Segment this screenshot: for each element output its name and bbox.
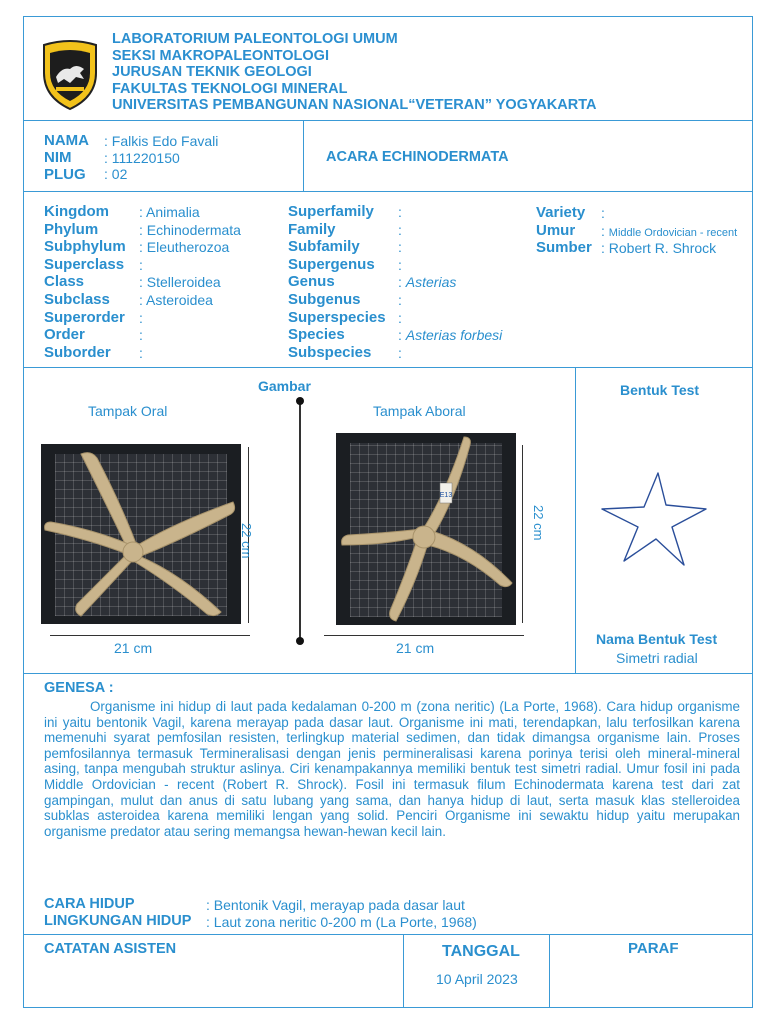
lab-shield-logo-icon [40, 39, 100, 111]
taxonomy-value-row: : Robert R. Shrock [601, 240, 717, 257]
header-line: JURUSAN TEKNIK GEOLOGI [112, 64, 312, 80]
nama-label: NAMA [44, 132, 89, 149]
taxonomy-value: Stelleroidea [146, 274, 221, 291]
lingkungan-hidup-value: : Laut zona neritic 0-200 m (La Porte, 1968) [206, 914, 477, 930]
height-indicator-aboral [522, 445, 523, 623]
starfish-oral-image [41, 444, 241, 624]
taxonomy-value: Asteroidea [146, 292, 213, 308]
taxonomy-value-row: : [601, 205, 605, 221]
taxonomy-value-row: : Asterias [398, 274, 457, 291]
nim-value: 111220150 [111, 150, 180, 166]
taxonomy-value-row: : [398, 256, 402, 273]
width-indicator-aboral [324, 635, 524, 636]
taxonomy-label: Superorder [44, 308, 125, 326]
width-indicator-oral [50, 635, 250, 636]
divider [24, 191, 752, 192]
taxonomy-label: Subphylum [44, 238, 126, 256]
starfish-aboral-image [336, 433, 516, 625]
tanggal-value: 10 April 2023 [436, 971, 518, 987]
taxonomy-value-row: : [398, 239, 402, 256]
plug-value: 02 [111, 166, 128, 182]
nama-value: Falkis Edo Favali [111, 133, 219, 149]
taxonomy-value: Middle Ordovician - recent [608, 226, 738, 239]
taxonomy-label: Superspecies [288, 308, 386, 326]
taxonomy-label: Kingdom [44, 203, 109, 220]
taxonomy-label: Species [288, 326, 345, 344]
gambar-title: Gambar [258, 378, 311, 394]
specimen-tag: E13 [439, 492, 453, 499]
oral-photo [41, 444, 241, 624]
taxonomy-value: Eleutherozoa [146, 239, 230, 256]
plug-label: PLUG [44, 166, 86, 183]
oral-height-label: 22 cm [239, 523, 254, 559]
lingkungan-hidup-label: LINGKUNGAN HIDUP [44, 913, 192, 929]
divider-dot [296, 397, 304, 405]
divider [24, 934, 752, 935]
taxonomy-label: Umur [536, 221, 576, 239]
aboral-photo [336, 433, 516, 625]
taxonomy-value-row: : Asterias forbesi [398, 327, 503, 344]
header-institution [112, 31, 596, 114]
taxonomy-value-row: : [398, 221, 402, 238]
oral-width-label: 21 cm [114, 640, 153, 656]
taxonomy-value-row: : [398, 344, 402, 361]
taxonomy-label: Subgenus [288, 291, 361, 308]
divider [549, 935, 550, 1008]
aboral-height-label: 22 cm [531, 505, 546, 541]
taxonomy-value-row: : Asteroidea [139, 292, 213, 308]
taxonomy-value-row: : Echinodermata [139, 221, 241, 238]
catatan-asisten-label: CATATAN ASISTEN [44, 941, 177, 957]
taxonomy-value-row: : [139, 256, 143, 273]
taxonomy-label: Subfamily [288, 238, 360, 256]
taxonomy-value-row: : Stelleroidea [139, 274, 221, 291]
taxonomy-value-row: : Eleutherozoa [139, 239, 230, 256]
taxonomy-value-row: : [398, 292, 402, 308]
star-outline-icon [598, 469, 710, 569]
nim-label: NIM [44, 149, 72, 166]
aboral-label: Tampak Aboral [373, 403, 466, 419]
cara-hidup-label: CARA HIDUP [44, 896, 135, 912]
taxonomy-value: Robert R. Shrock [608, 240, 717, 257]
oral-label: Tampak Oral [88, 403, 168, 419]
tanggal-label: TANGGAL [442, 943, 520, 960]
taxonomy-value-row: : [398, 309, 402, 326]
taxonomy-value-row: : [398, 204, 402, 220]
header-line: UNIVERSITAS PEMBANGUNAN NASIONAL“VETERAN” YOGYAKARTA [112, 97, 597, 113]
taxonomy-value-row: : Animalia [139, 204, 200, 220]
taxonomy-value-row: : Middle Ordovician - recent [601, 222, 738, 239]
taxonomy-value: Asterias forbesi [405, 327, 503, 344]
divider [24, 673, 752, 674]
taxonomy-label: Genus [288, 273, 335, 291]
taxonomy-value-row: : [139, 327, 143, 344]
gambar-divider [299, 399, 301, 643]
taxonomy-value: Asterias [405, 274, 457, 291]
taxonomy-value-row: : [139, 344, 143, 361]
divider [403, 935, 404, 1008]
taxonomy-label: Superfamily [288, 203, 374, 220]
bentuk-test-title: Bentuk Test [620, 382, 700, 398]
cara-hidup-value: : Bentonik Vagil, merayap pada dasar laut [206, 897, 465, 913]
taxonomy-label: Class [44, 273, 85, 291]
header-line: SEKSI MAKROPALEONTOLOGI [112, 47, 329, 64]
divider [303, 121, 304, 191]
taxonomy-label: Family [288, 220, 336, 238]
taxonomy-label: Subclass [44, 291, 110, 308]
divider [24, 120, 752, 121]
taxonomy-value-row: : [139, 309, 143, 326]
divider-dot [296, 637, 304, 645]
acara-title: ACARA ECHINODERMATA [326, 149, 509, 165]
nama-bentuk-test-value: Simetri radial [616, 650, 698, 666]
taxonomy-value: Echinodermata [146, 221, 241, 238]
divider [24, 367, 752, 368]
genesa-paragraph: Organisme ini hidup di laut pada kedalaman 0-200 m (zona neritic) (La Porte, 1968). Cara hidup organisme ini yaitu bentonik Vagil, karena merayap pada dasar laut. Organisme ini mati, terendapkan, lalu terfosilkan karena memenuhi syarat pemfosilan resisten, terlingkup material sedimen, dan tidak dimangsa organisme lain. Proses pemfosilannya termasuk Termineralisasi dengan jenis permineralisasi karena porinya terisi oleh mineral-mineral asing, tanpa mengubah struktur aslinya. Ciri kenampakannya memiliki bentuk test simetri radial. Umur fosil ini pada Middle Ordovician - recent (Robert R. Shrock). Fosil ini termasuk filum Echinodermata karena test dari zat gampingan, mulut dan anus di satu lubang yang sama, dan hanya hidup di laut, serta masuk klas stelleroidea subklas asteroidea karena memiliki lengan yang solid. Penciri Organisme ini sewaktu hidup yaitu merupakan organisme predator atau sering memangsa hewan-hewan kecil lain. [44, 699, 740, 839]
nama-bentuk-test-title: Nama Bentuk Test [596, 631, 718, 647]
taxonomy-label: Sumber [536, 239, 592, 257]
taxonomy-label: Order [44, 326, 85, 344]
taxonomy-label: Phylum [44, 220, 99, 238]
taxonomy-label: Subspecies [288, 343, 372, 361]
taxonomy-label: Supergenus [288, 255, 375, 273]
taxonomy-label: Variety [536, 204, 586, 221]
aboral-width-label: 21 cm [396, 640, 435, 656]
divider [575, 368, 576, 673]
taxonomy-value: Animalia [146, 204, 200, 220]
taxonomy-label: Suborder [44, 343, 111, 361]
header-line: FAKULTAS TEKNOLOGI MINERAL [112, 80, 348, 97]
worksheet-frame: LABORATORIUM PALEONTOLOGI UMUM SEKSI MAKROPALEONTOLOGI JURUSAN TEKNIK GEOLOGI FAKULTAS TEKNOLOGI MINERAL UNIVERSITAS PEMBANGUNAN NASIONAL“VETERAN” YOGYAKARTA NAMA : Falkis Edo Favali NIM : 111220150 PLUG : 02 ACARA ECHINODERMATA Kingdom : Animalia Phylum : Echinodermata Subphylum : Eleutherozoa Superclass : Class : Stelleroidea Subclass : Asteroidea Superorder : Order : Suborder : Superfamily : Family : Subfamily : Supergenus : Genus : Asterias Subgenus : Superspecies : Species : Asterias forbesi Subspecies : Variety : Umur : Middle Ordovician - recent Sumber : Robert R. Shrock Gambar Tampak Oral Tampak Aboral 22 cm 21 cm E13 22 cm 21 cm Bentuk Test Nama Bentuk Test Simetri radial GENESA : Organisme ini hidup di laut pada kedalaman 0-200 m (zona neritic) (La Porte, 1968). Cara hidup organisme ini yaitu bentonik Vagil, karena merayap pada dasar laut. Organisme ini mati, terendapkan, lalu terfosilkan karena memenuhi syarat pemfosilan resisten, terlingkup material sedimen, dan tidak dimangsa organisme lain. Proses pemfosilannya termasuk Termineralisasi dengan jenis permineralisasi karena porinya terisi oleh mineral-mineral asing, tanpa mengubah struktur aslinya. Ciri kenampakannya memiliki bentuk test simetri radial. Umur fosil ini pada Middle Ordovician - recent (Robert R. Shrock). Fosil ini termasuk filum Echinodermata karena test dari zat gampingan, mulut dan anus di satu lubang yang sama, dan hanya hidup di laut, serta masuk klas stelleroidea subklas asteroidea karena memiliki lengan yang solid. Penciri Organisme ini sewaktu hidup yaitu merupakan organisme predator atau sering memangsa hewan-hewan kecil lain. CARA HIDUP : Bentonik Vagil, merayap pada dasar laut LINGKUNGAN HIDUP : Laut zona neritic 0-200 m (La Porte, 1968) CATATAN ASISTEN TANGGAL 10 April 2023 PARAF [23, 16, 753, 1008]
genesa-title: GENESA : [44, 680, 114, 696]
taxonomy-label: Superclass [44, 255, 125, 273]
paraf-label: PARAF [628, 940, 679, 957]
header-line: LABORATORIUM PALEONTOLOGI UMUM [112, 31, 398, 47]
